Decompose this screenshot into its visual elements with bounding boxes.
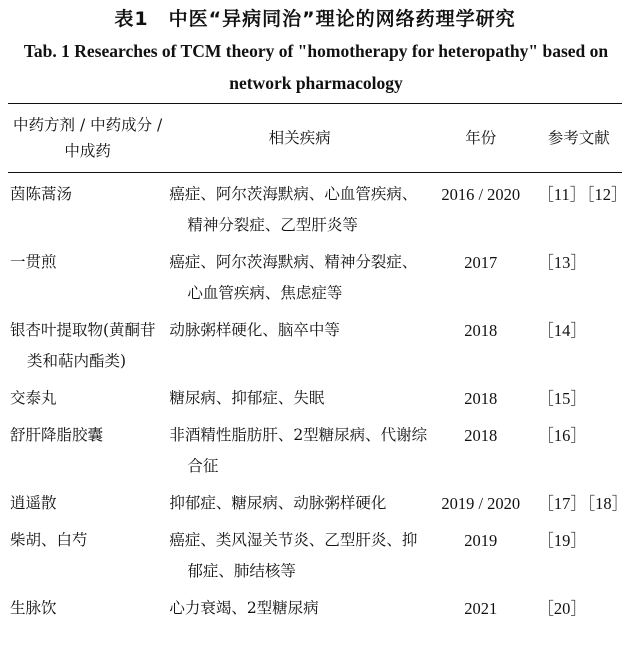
cell-year: 2019 / 2020 bbox=[441, 494, 521, 513]
cell-year: 2018 bbox=[464, 389, 498, 408]
cell-disease bbox=[167, 590, 432, 627]
disease-text: 动脉粥样硬化、脑卒中等 bbox=[169, 321, 340, 339]
cell-reference: ［15］ bbox=[537, 389, 587, 408]
table-header bbox=[8, 104, 622, 173]
cell-year: 2021 bbox=[464, 599, 498, 618]
formula-text: 银杏叶提取物(黄酮苷类和萜内酯类) bbox=[10, 321, 156, 370]
cell-formula bbox=[8, 417, 167, 485]
table-row bbox=[8, 522, 622, 590]
table-row bbox=[8, 312, 622, 380]
header-formula: 中药方剂 / 中药成分 / 中成药 bbox=[13, 116, 163, 160]
cell-formula bbox=[8, 244, 167, 312]
table-caption-english-text: Tab. 1 Researches of TCM theory of "homotherapy for heteropathy" based on network pharmacology bbox=[23, 41, 609, 93]
cell-formula bbox=[8, 312, 167, 380]
cell-year: 2017 bbox=[464, 253, 498, 272]
table-caption-chinese: 表1 中医“异病同治”理论的网络药理学研究 bbox=[114, 8, 516, 30]
disease-text: 糖尿病、抑郁症、失眠 bbox=[169, 389, 325, 407]
formula-text: 逍遥散 bbox=[10, 494, 57, 512]
formula-text: 柴胡、白芍 bbox=[10, 531, 88, 549]
formula-text: 茵陈蒿汤 bbox=[10, 185, 73, 203]
cell-year: 2018 bbox=[464, 426, 498, 445]
cell-year: 2016 / 2020 bbox=[441, 185, 521, 204]
cell-reference: ［14］ bbox=[537, 321, 587, 340]
table-row bbox=[8, 244, 622, 312]
header-reference: 参考文献 bbox=[547, 129, 610, 147]
table-body bbox=[8, 173, 629, 628]
cell-formula bbox=[8, 380, 167, 417]
table-row bbox=[8, 417, 622, 485]
table-row bbox=[8, 485, 622, 522]
formula-text: 生脉饮 bbox=[10, 599, 57, 617]
formula-text: 舒肝降脂胶囊 bbox=[10, 426, 104, 444]
disease-text: 癌症、阿尔茨海默病、心血管疾病、精神分裂症、乙型肝炎等 bbox=[169, 185, 418, 234]
disease-text: 抑郁症、糖尿病、动脉粥样硬化 bbox=[169, 494, 387, 512]
cell-disease bbox=[167, 485, 432, 522]
cell-formula bbox=[8, 590, 167, 627]
cell-reference: ［13］ bbox=[537, 253, 587, 272]
disease-text: 癌症、类风湿关节炎、乙型肝炎、抑郁症、肺结核等 bbox=[169, 531, 418, 580]
formula-text: 交泰丸 bbox=[10, 389, 57, 407]
disease-text: 心力衰竭、2型糖尿病 bbox=[169, 599, 319, 617]
cell-formula bbox=[8, 522, 167, 590]
cell-reference: ［16］ bbox=[537, 426, 587, 445]
cell-reference: ［11］［12］ bbox=[537, 185, 628, 204]
header-row bbox=[8, 104, 622, 173]
table-row bbox=[8, 173, 622, 245]
header-year: 年份 bbox=[465, 129, 497, 147]
table-caption-english bbox=[8, 35, 624, 99]
disease-text: 非酒精性脂肪肝、2型糖尿病、代谢综合征 bbox=[169, 426, 428, 475]
cell-disease bbox=[167, 173, 432, 245]
cell-reference: ［19］ bbox=[537, 531, 587, 550]
cell-disease bbox=[167, 417, 432, 485]
formula-text: 一贯煎 bbox=[10, 253, 57, 271]
cell-year: 2018 bbox=[464, 321, 498, 340]
cell-formula bbox=[8, 485, 167, 522]
research-table bbox=[8, 103, 629, 627]
cell-reference: ［17］［18］ bbox=[537, 494, 629, 513]
table-row bbox=[8, 380, 622, 417]
cell-disease bbox=[167, 522, 432, 590]
cell-reference: ［20］ bbox=[537, 599, 587, 618]
cell-disease bbox=[167, 244, 432, 312]
header-disease: 相关疾病 bbox=[268, 129, 331, 147]
cell-formula bbox=[8, 173, 167, 245]
disease-text: 癌症、阿尔茨海默病、精神分裂症、心血管疾病、焦虑症等 bbox=[169, 253, 418, 302]
cell-year: 2019 bbox=[464, 531, 498, 550]
cell-disease bbox=[167, 380, 432, 417]
table-row bbox=[8, 590, 622, 627]
cell-disease bbox=[167, 312, 432, 380]
